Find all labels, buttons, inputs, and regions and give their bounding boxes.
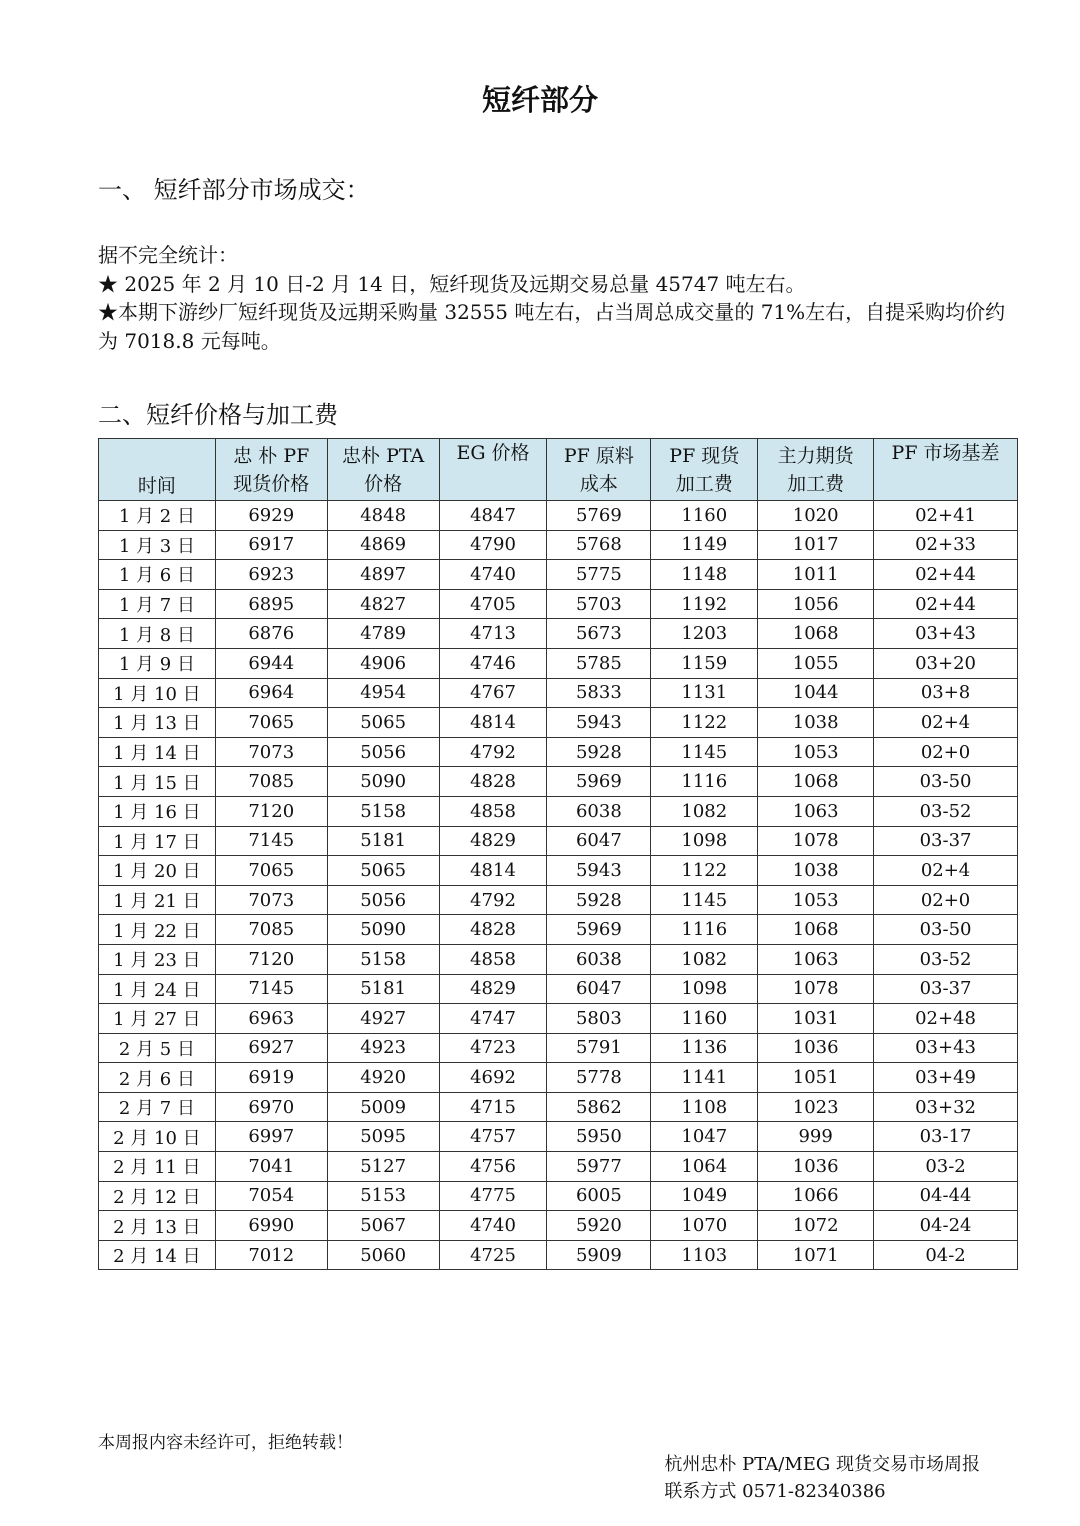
column-header: [439, 439, 547, 501]
value-cell: 7120: [215, 944, 327, 974]
value-cell: 1051: [758, 1063, 874, 1093]
value-cell: 4828: [439, 915, 547, 945]
publisher-name: 杭州忠朴 PTA/MEG 现货交易市场周报: [664, 1454, 980, 1475]
column-header-line2: 时间: [137, 475, 176, 497]
value-cell: 1068: [758, 767, 874, 797]
value-cell: 04-2: [874, 1240, 1018, 1270]
table-row: [99, 856, 1018, 886]
value-cell: 6929: [215, 501, 327, 531]
date-cell: 1 月 10 日: [99, 678, 216, 708]
value-cell: 4814: [439, 856, 547, 886]
value-cell: 1070: [651, 1211, 758, 1241]
date-cell: 2 月 12 日: [99, 1181, 216, 1211]
value-cell: 6963: [215, 1004, 327, 1034]
date-cell: 2 月 6 日: [99, 1063, 216, 1093]
value-cell: 5065: [327, 708, 439, 738]
value-cell: 999: [758, 1122, 874, 1152]
value-cell: 5909: [547, 1240, 651, 1270]
value-cell: 5928: [547, 885, 651, 915]
value-cell: 1078: [758, 974, 874, 1004]
value-cell: 5095: [327, 1122, 439, 1152]
table-row: [99, 826, 1018, 856]
value-cell: 7120: [215, 796, 327, 826]
value-cell: 03-37: [874, 826, 1018, 856]
value-cell: 5943: [547, 856, 651, 886]
value-cell: 03-50: [874, 767, 1018, 797]
column-header: [215, 439, 327, 501]
value-cell: 7054: [215, 1181, 327, 1211]
value-cell: 5065: [327, 856, 439, 886]
value-cell: 5090: [327, 915, 439, 945]
date-cell: 1 月 15 日: [99, 767, 216, 797]
table-row: [99, 1033, 1018, 1063]
value-cell: 1036: [758, 1033, 874, 1063]
value-cell: 1063: [758, 796, 874, 826]
value-cell: 1011: [758, 560, 874, 590]
value-cell: 5969: [547, 767, 651, 797]
value-cell: 5920: [547, 1211, 651, 1241]
date-cell: 2 月 13 日: [99, 1211, 216, 1241]
column-header-line2: 价格: [364, 472, 403, 495]
value-cell: 02+0: [874, 885, 1018, 915]
value-cell: 7085: [215, 767, 327, 797]
value-cell: 4829: [439, 974, 547, 1004]
value-cell: 5181: [327, 974, 439, 1004]
table-row: [99, 1152, 1018, 1182]
date-cell: 1 月 16 日: [99, 796, 216, 826]
value-cell: 4906: [327, 648, 439, 678]
value-cell: 4897: [327, 560, 439, 590]
date-cell: 1 月 7 日: [99, 589, 216, 619]
value-cell: 4828: [439, 767, 547, 797]
value-cell: 4858: [439, 796, 547, 826]
table-body: [99, 501, 1018, 1270]
table-row: [99, 619, 1018, 649]
value-cell: 1082: [651, 796, 758, 826]
stat-intro: 据不完全统计：: [98, 243, 238, 267]
value-cell: 1160: [651, 501, 758, 531]
date-cell: 1 月 22 日: [99, 915, 216, 945]
value-cell: 02+44: [874, 589, 1018, 619]
value-cell: 7085: [215, 915, 327, 945]
table-row: [99, 678, 1018, 708]
table-row: [99, 767, 1018, 797]
value-cell: 1056: [758, 589, 874, 619]
value-cell: 4767: [439, 678, 547, 708]
date-cell: 1 月 6 日: [99, 560, 216, 590]
value-cell: 5067: [327, 1211, 439, 1241]
value-cell: 1141: [651, 1063, 758, 1093]
table-row: [99, 796, 1018, 826]
section2-heading: 二、短纤价格与加工费: [98, 401, 338, 429]
column-header: [327, 439, 439, 501]
table-row: [99, 885, 1018, 915]
value-cell: 1116: [651, 767, 758, 797]
value-cell: 6895: [215, 589, 327, 619]
value-cell: 4757: [439, 1122, 547, 1152]
value-cell: 1098: [651, 974, 758, 1004]
table-row: [99, 944, 1018, 974]
table-row: [99, 1063, 1018, 1093]
value-cell: 1131: [651, 678, 758, 708]
value-cell: 4790: [439, 530, 547, 560]
column-header-line2: 加工费: [787, 472, 845, 495]
date-cell: 1 月 20 日: [99, 856, 216, 886]
value-cell: 4746: [439, 648, 547, 678]
value-cell: 4814: [439, 708, 547, 738]
value-cell: 5090: [327, 767, 439, 797]
value-cell: 1031: [758, 1004, 874, 1034]
value-cell: 1072: [758, 1211, 874, 1241]
date-cell: 2 月 5 日: [99, 1033, 216, 1063]
publisher-block: [664, 1451, 980, 1505]
value-cell: 1136: [651, 1033, 758, 1063]
table-row: [99, 1004, 1018, 1034]
column-header-line1: 主力期货: [777, 444, 854, 467]
value-cell: 1203: [651, 619, 758, 649]
value-cell: 03-2: [874, 1152, 1018, 1182]
value-cell: 1044: [758, 678, 874, 708]
date-cell: 1 月 23 日: [99, 944, 216, 974]
value-cell: 7041: [215, 1152, 327, 1182]
date-cell: 2 月 7 日: [99, 1092, 216, 1122]
value-cell: 1122: [651, 856, 758, 886]
value-cell: 03+32: [874, 1092, 1018, 1122]
date-cell: 2 月 11 日: [99, 1152, 216, 1182]
column-header-line1: PF 市场基差: [891, 442, 1000, 464]
column-header: [99, 439, 216, 501]
value-cell: 03+43: [874, 1033, 1018, 1063]
date-cell: 1 月 24 日: [99, 974, 216, 1004]
value-cell: 1017: [758, 530, 874, 560]
value-cell: 7145: [215, 974, 327, 1004]
value-cell: 5862: [547, 1092, 651, 1122]
value-cell: 4692: [439, 1063, 547, 1093]
table-row: [99, 501, 1018, 531]
date-cell: 2 月 14 日: [99, 1240, 216, 1270]
value-cell: 7012: [215, 1240, 327, 1270]
copyright-note: 本周报内容未经许可，拒绝转载！: [98, 1433, 353, 1453]
column-header-line1: 忠朴 PTA: [342, 444, 425, 467]
value-cell: 04-44: [874, 1181, 1018, 1211]
value-cell: 03+49: [874, 1063, 1018, 1093]
value-cell: 1082: [651, 944, 758, 974]
value-cell: 7145: [215, 826, 327, 856]
value-cell: 1053: [758, 885, 874, 915]
table-row: [99, 1122, 1018, 1152]
date-cell: 2 月 10 日: [99, 1122, 216, 1152]
value-cell: 02+44: [874, 560, 1018, 590]
value-cell: 4789: [327, 619, 439, 649]
date-cell: 1 月 21 日: [99, 885, 216, 915]
value-cell: 4723: [439, 1033, 547, 1063]
column-header-line1: PF 现货: [669, 444, 740, 467]
value-cell: 4920: [327, 1063, 439, 1093]
table-row: [99, 648, 1018, 678]
table-row: [99, 974, 1018, 1004]
value-cell: 1066: [758, 1181, 874, 1211]
date-cell: 1 月 3 日: [99, 530, 216, 560]
value-cell: 03-37: [874, 974, 1018, 1004]
value-cell: 4740: [439, 1211, 547, 1241]
value-cell: 1036: [758, 1152, 874, 1182]
column-header: [547, 439, 651, 501]
value-cell: 4713: [439, 619, 547, 649]
value-cell: 5778: [547, 1063, 651, 1093]
value-cell: 5703: [547, 589, 651, 619]
publisher-contact: 联系方式 0571-82340386: [664, 1481, 886, 1502]
value-cell: 03-17: [874, 1122, 1018, 1152]
value-cell: 1122: [651, 708, 758, 738]
value-cell: 1053: [758, 737, 874, 767]
table-row: [99, 708, 1018, 738]
value-cell: 5181: [327, 826, 439, 856]
value-cell: 4827: [327, 589, 439, 619]
value-cell: 04-24: [874, 1211, 1018, 1241]
value-cell: 02+33: [874, 530, 1018, 560]
value-cell: 4923: [327, 1033, 439, 1063]
value-cell: 5833: [547, 678, 651, 708]
column-header-line1: PF 原料: [563, 444, 634, 467]
value-cell: 1055: [758, 648, 874, 678]
value-cell: 1145: [651, 737, 758, 767]
column-header: [758, 439, 874, 501]
trade-volume-line: ★ 2025 年 2 月 10 日-2 月 14 日，短纤现货及远期交易总量 45747 吨左右。: [98, 272, 806, 296]
value-cell: 5928: [547, 737, 651, 767]
value-cell: 4747: [439, 1004, 547, 1034]
value-cell: 7073: [215, 885, 327, 915]
value-cell: 5775: [547, 560, 651, 590]
value-cell: 4775: [439, 1181, 547, 1211]
value-cell: 5153: [327, 1181, 439, 1211]
value-cell: 6005: [547, 1181, 651, 1211]
value-cell: 5950: [547, 1122, 651, 1152]
date-cell: 1 月 9 日: [99, 648, 216, 678]
value-cell: 1038: [758, 856, 874, 886]
value-cell: 5943: [547, 708, 651, 738]
value-cell: 1063: [758, 944, 874, 974]
value-cell: 5009: [327, 1092, 439, 1122]
date-cell: 1 月 14 日: [99, 737, 216, 767]
value-cell: 1038: [758, 708, 874, 738]
column-header-line2: 成本: [579, 472, 618, 495]
value-cell: 4705: [439, 589, 547, 619]
value-cell: 1049: [651, 1181, 758, 1211]
date-cell: 1 月 2 日: [99, 501, 216, 531]
column-header-line2: 加工费: [675, 472, 733, 495]
table-header-row: [99, 439, 1018, 501]
value-cell: 6923: [215, 560, 327, 590]
value-cell: 5769: [547, 501, 651, 531]
value-cell: 02+41: [874, 501, 1018, 531]
value-cell: 5060: [327, 1240, 439, 1270]
value-cell: 1098: [651, 826, 758, 856]
table-row: [99, 1240, 1018, 1270]
value-cell: 4829: [439, 826, 547, 856]
value-cell: 7065: [215, 856, 327, 886]
page-title: 短纤部分: [481, 83, 598, 117]
price-table: [98, 438, 1018, 1270]
value-cell: 1145: [651, 885, 758, 915]
column-header: [651, 439, 758, 501]
value-cell: 02+4: [874, 708, 1018, 738]
purchase-volume-line: ★本期下游纱厂短纤现货及远期采购量 32555 吨左右，占当周总成交量的 71%左右，自提采购均价约为 7018.8 元每吨。: [98, 300, 1006, 353]
value-cell: 03-50: [874, 915, 1018, 945]
table-row: [99, 1211, 1018, 1241]
date-cell: 1 月 13 日: [99, 708, 216, 738]
value-cell: 1103: [651, 1240, 758, 1270]
value-cell: 1020: [758, 501, 874, 531]
value-cell: 6990: [215, 1211, 327, 1241]
value-cell: 4869: [327, 530, 439, 560]
value-cell: 4792: [439, 737, 547, 767]
date-cell: 1 月 8 日: [99, 619, 216, 649]
column-header-line1: EG 价格: [456, 442, 530, 464]
value-cell: 4848: [327, 501, 439, 531]
value-cell: 5803: [547, 1004, 651, 1034]
value-cell: 4756: [439, 1152, 547, 1182]
value-cell: 1149: [651, 530, 758, 560]
value-cell: 03+43: [874, 619, 1018, 649]
value-cell: 1116: [651, 915, 758, 945]
value-cell: 4740: [439, 560, 547, 590]
value-cell: 4725: [439, 1240, 547, 1270]
date-cell: 1 月 27 日: [99, 1004, 216, 1034]
value-cell: 02+48: [874, 1004, 1018, 1034]
value-cell: 4927: [327, 1004, 439, 1034]
value-cell: 5673: [547, 619, 651, 649]
value-cell: 5969: [547, 915, 651, 945]
value-cell: 1078: [758, 826, 874, 856]
value-cell: 03-52: [874, 944, 1018, 974]
table-row: [99, 1181, 1018, 1211]
date-cell: 1 月 17 日: [99, 826, 216, 856]
value-cell: 1047: [651, 1122, 758, 1152]
value-cell: 6997: [215, 1122, 327, 1152]
column-header-line1: 忠 朴 PF: [233, 444, 310, 467]
value-cell: 6964: [215, 678, 327, 708]
value-cell: 6970: [215, 1092, 327, 1122]
value-cell: 1023: [758, 1092, 874, 1122]
value-cell: 03-52: [874, 796, 1018, 826]
value-cell: 4715: [439, 1092, 547, 1122]
value-cell: 1192: [651, 589, 758, 619]
table-row: [99, 737, 1018, 767]
value-cell: 1159: [651, 648, 758, 678]
value-cell: 02+4: [874, 856, 1018, 886]
value-cell: 4792: [439, 885, 547, 915]
value-cell: 5056: [327, 737, 439, 767]
table-row: [99, 1092, 1018, 1122]
value-cell: 6038: [547, 944, 651, 974]
value-cell: 5056: [327, 885, 439, 915]
table-row: [99, 530, 1018, 560]
value-cell: 1071: [758, 1240, 874, 1270]
value-cell: 1148: [651, 560, 758, 590]
value-cell: 6047: [547, 974, 651, 1004]
value-cell: 6038: [547, 796, 651, 826]
value-cell: 1108: [651, 1092, 758, 1122]
section1-heading: 一、 短纤部分市场成交：: [98, 176, 370, 204]
value-cell: 6927: [215, 1033, 327, 1063]
value-cell: 03+8: [874, 678, 1018, 708]
value-cell: 7065: [215, 708, 327, 738]
value-cell: 5158: [327, 796, 439, 826]
value-cell: 5791: [547, 1033, 651, 1063]
value-cell: 5785: [547, 648, 651, 678]
value-cell: 03+20: [874, 648, 1018, 678]
value-cell: 4847: [439, 501, 547, 531]
value-cell: 5158: [327, 944, 439, 974]
column-header: [874, 439, 1018, 501]
value-cell: 1160: [651, 1004, 758, 1034]
table-row: [99, 915, 1018, 945]
value-cell: 6919: [215, 1063, 327, 1093]
table-row: [99, 560, 1018, 590]
value-cell: 4954: [327, 678, 439, 708]
value-cell: 6917: [215, 530, 327, 560]
value-cell: 1068: [758, 915, 874, 945]
value-cell: 5977: [547, 1152, 651, 1182]
table-row: [99, 589, 1018, 619]
value-cell: 1068: [758, 619, 874, 649]
value-cell: 6944: [215, 648, 327, 678]
column-header-line2: 现货价格: [233, 472, 310, 495]
value-cell: 6876: [215, 619, 327, 649]
value-cell: 6047: [547, 826, 651, 856]
value-cell: 7073: [215, 737, 327, 767]
value-cell: 5127: [327, 1152, 439, 1182]
value-cell: 4858: [439, 944, 547, 974]
value-cell: 1064: [651, 1152, 758, 1182]
value-cell: 02+0: [874, 737, 1018, 767]
value-cell: 5768: [547, 530, 651, 560]
